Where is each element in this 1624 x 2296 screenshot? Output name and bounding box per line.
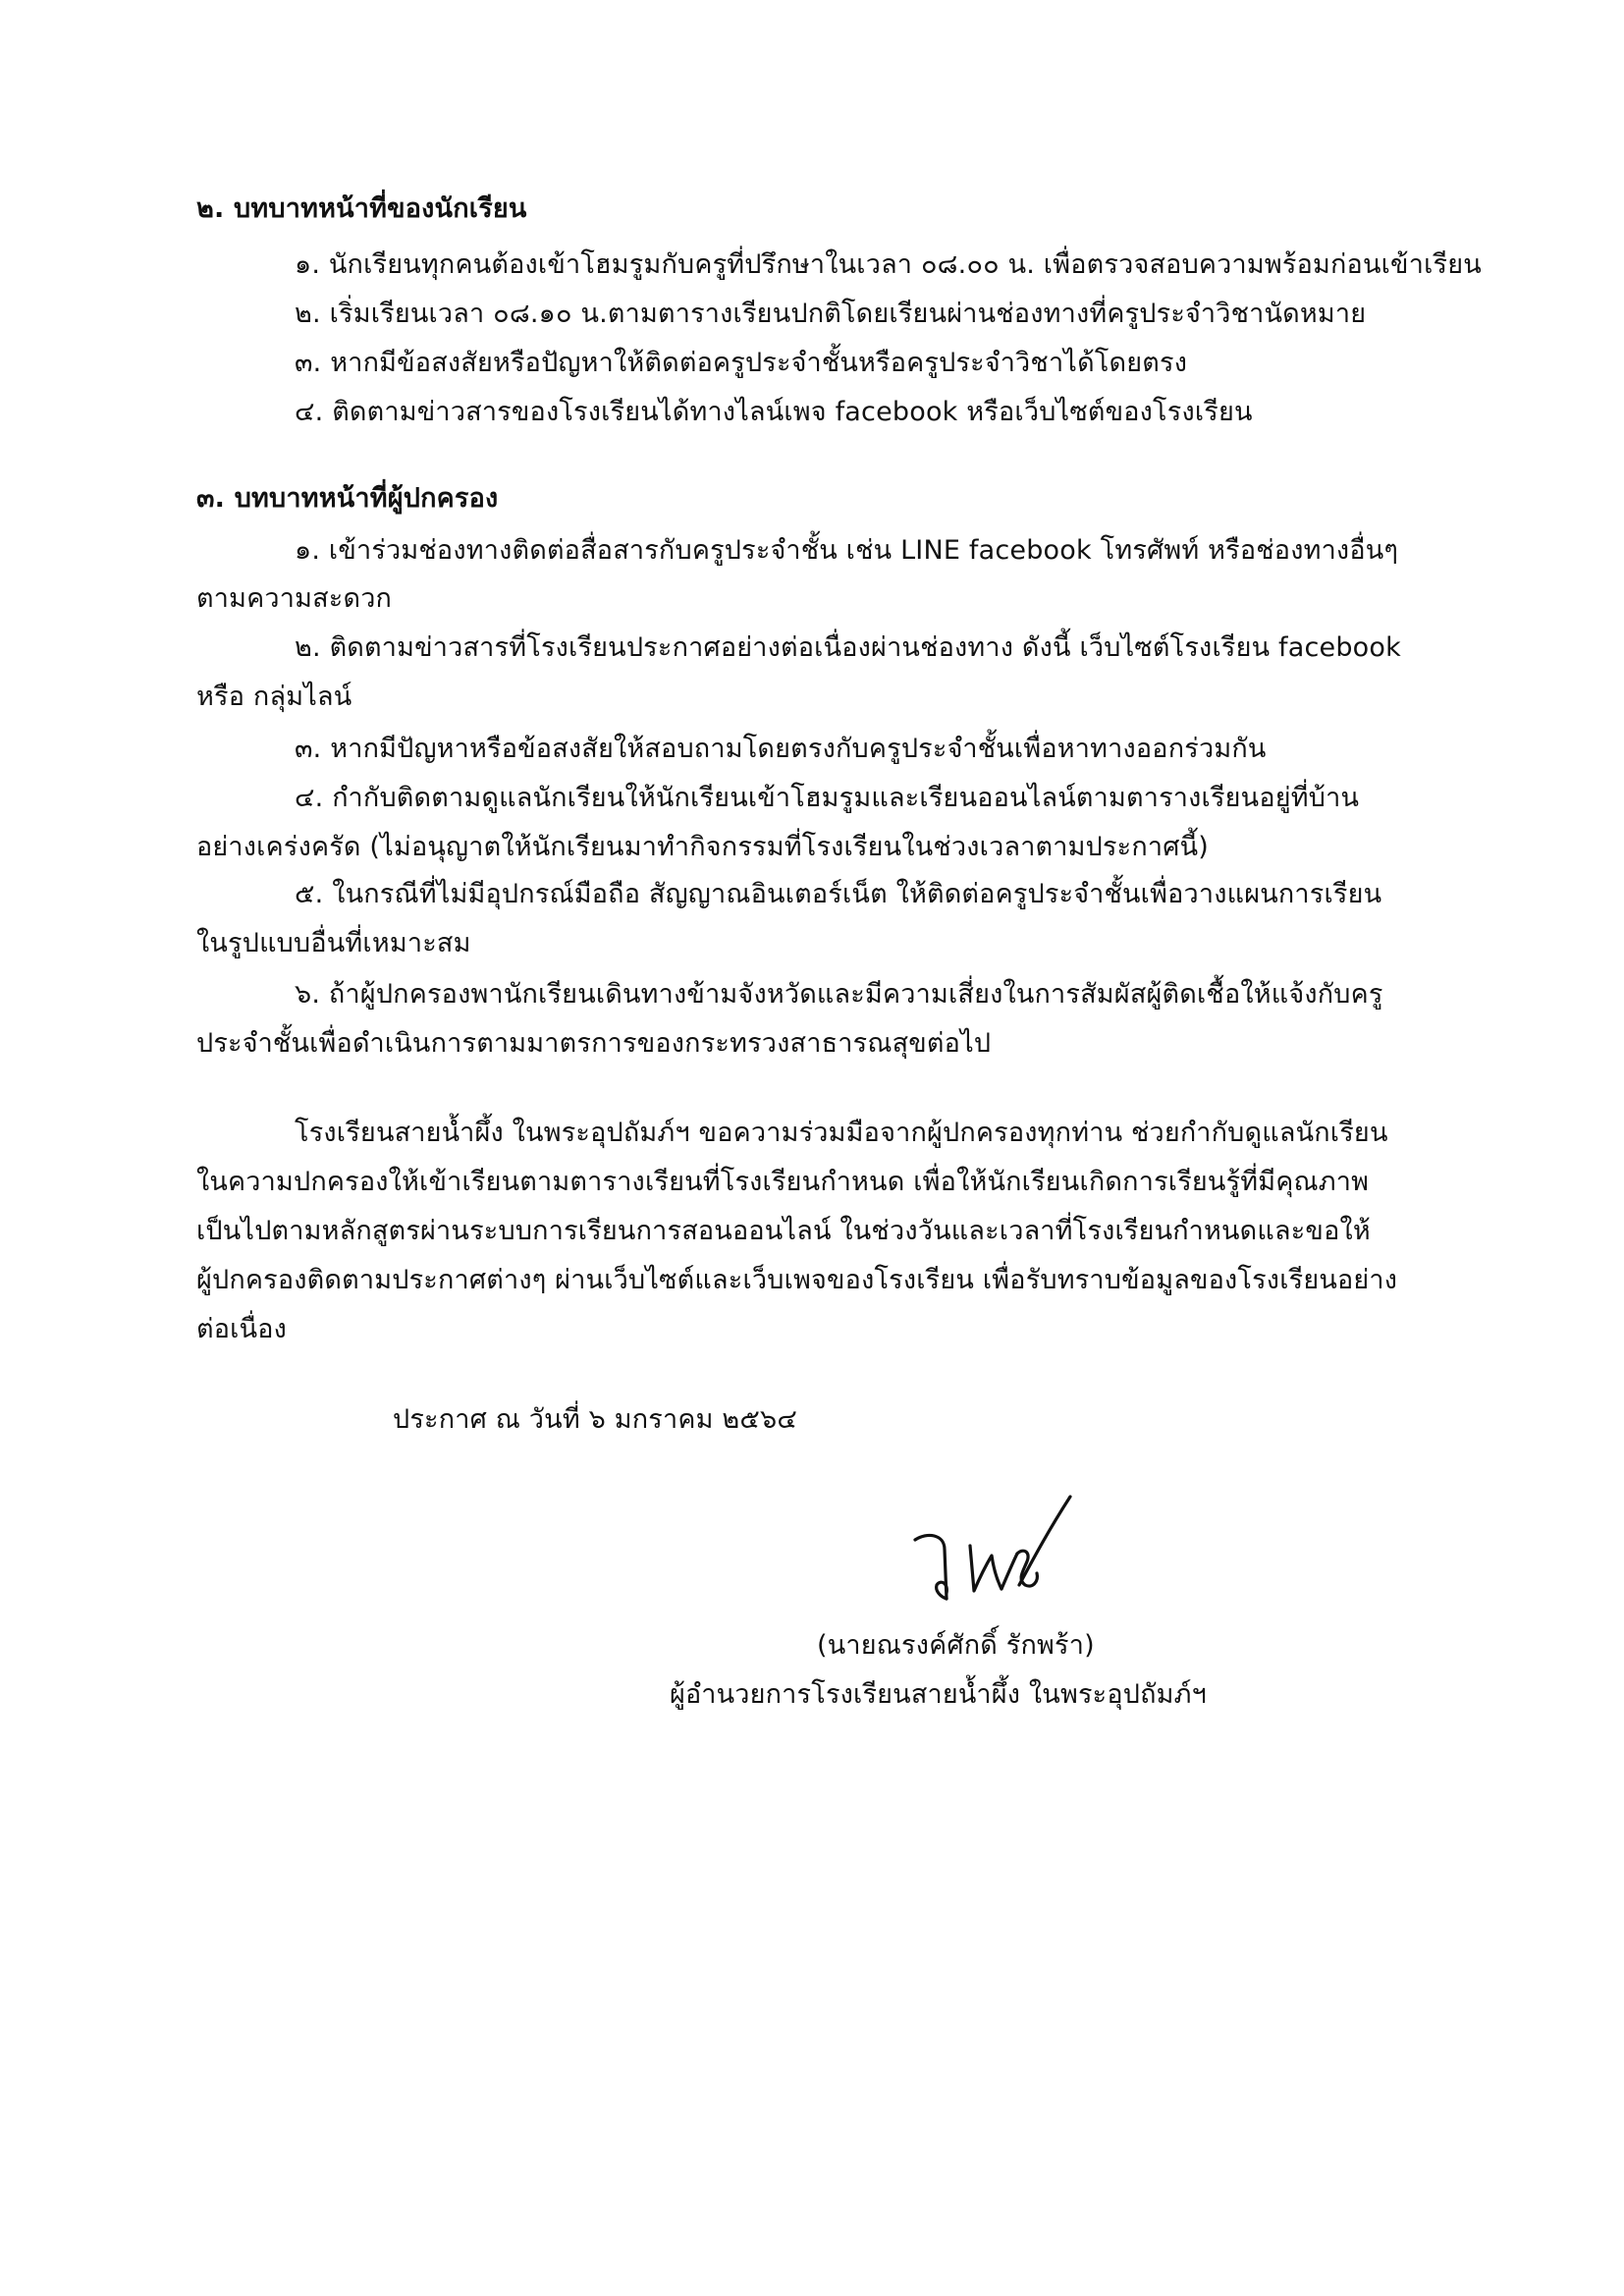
section-3-item-6-cont: ประจำชั้นเพื่อดำเนินการตามมาตรการของกระทรวงสาธารณสุขต่อไป [196,1028,992,1059]
signatory-title: ผู้อำนวยการโรงเรียนสายน้ำผึ้ง ในพระอุปถัมภ์ฯ [670,1679,1208,1710]
section-2-item-1: ๑. นักเรียนทุกคนต้องเข้าโฮมรูมกับครูที่ปรึกษาในเวลา ๐๘.๐๐ น. เพื่อตรวจสอบความพร้อมก่อนเข้าเรียน [295,249,1482,280]
signature [901,1483,1078,1620]
section-3-item-2-cont: หรือ กลุ่มไลน์ [196,682,352,712]
section-3-item-1-cont: ตามความสะดวก [196,583,393,614]
section-2-item-2: ๒. เริ่มเรียนเวลา ๐๘.๑๐ น.ตามตารางเรียนปกติโดยเรียนผ่านช่องทางที่ครูประจำวิชานัดหมาย [295,299,1367,329]
section-3-item-2: ๒. ติดตามข่าวสารที่โรงเรียนประกาศอย่างต่อเนื่องผ่านช่องทาง ดังนี้ เว็บไซต์โรงเรียน facebook [295,632,1401,663]
section-3-item-5: ๕. ในกรณีที่ไม่มีอุปกรณ์มือถือ สัญญาณอินเตอร์เน็ต ให้ติดต่อครูประจำชั้นเพื่อวางแผนการเรียน [295,879,1382,909]
signatory-name: (นายณรงค์ศักดิ์ รักพร้า) [817,1630,1095,1661]
section-3-item-3: ๓. หากมีปัญหาหรือข้อสงสัยให้สอบถามโดยตรงกับครูประจำชั้นเพื่อหาทางออกร่วมกัน [295,734,1267,764]
section-2-heading: ๒. บทบาทหน้าที่ของนักเรียน [196,193,527,224]
closing-line-2: ในความปกครองให้เข้าเรียนตามตารางเรียนที่โรงเรียนกำหนด เพื่อให้นักเรียนเกิดการเรียนรู้ที่มีคุณภาพ [196,1167,1370,1197]
section-3-item-5-cont: ในรูปแบบอื่นที่เหมาะสม [196,928,471,958]
section-2-item-3: ๓. หากมีข้อสงสัยหรือปัญหาให้ติดต่อครูประจำชั้นหรือครูประจำวิชาได้โดยตรง [295,348,1188,378]
section-3-item-4: ๔. กำกับติดตามดูแลนักเรียนให้นักเรียนเข้าโฮมรูมและเรียนออนไลน์ตามตารางเรียนอยู่ที่บ้าน [295,783,1360,813]
section-3-item-1: ๑. เข้าร่วมช่องทางติดต่อสื่อสารกับครูประจำชั้น เช่น LINE facebook โทรศัพท์ หรือช่องทางอื่นๆ [295,535,1399,566]
section-3-item-4-cont: อย่างเคร่งครัด (ไม่อนุญาตให้นักเรียนมาทำกิจกรรมที่โรงเรียนในช่วงเวลาตามประกาศนี้) [196,832,1210,862]
closing-line-4: ผู้ปกครองติดตามประกาศต่างๆ ผ่านเว็บไซต์และเว็บเพจของโรงเรียน เพื่อรับทราบข้อมูลของโรงเรียนอย่าง [196,1265,1398,1295]
section-2-item-4: ๔. ติดตามข่าวสารของโรงเรียนได้ทางไลน์เพจ facebook หรือเว็บไซต์ของโรงเรียน [295,397,1253,427]
closing-line-1: โรงเรียนสายน้ำผึ้ง ในพระอุปถัมภ์ฯ ขอความร่วมมือจากผู้ปกครองทุกท่าน ช่วยกำกับดูแลนักเรียน [295,1118,1388,1148]
announcement-date: ประกาศ ณ วันที่ ๖ มกราคม ๒๕๖๔ [393,1404,797,1435]
section-3-item-6: ๖. ถ้าผู้ปกครองพานักเรียนเดินทางข้ามจังหวัดและมีความเสี่ยงในการสัมผัสผู้ติดเชื้อให้แจ้งกับครู [295,979,1383,1010]
closing-line-3: เป็นไปตามหลักสูตรผ่านระบบการเรียนการสอนออนไลน์ ในช่วงวันและเวลาที่โรงเรียนกำหนดและขอให้ [196,1216,1371,1246]
closing-line-5: ต่อเนื่อง [196,1314,288,1344]
section-3-heading: ๓. บทบาทหน้าที่ผู้ปกครอง [196,483,499,514]
